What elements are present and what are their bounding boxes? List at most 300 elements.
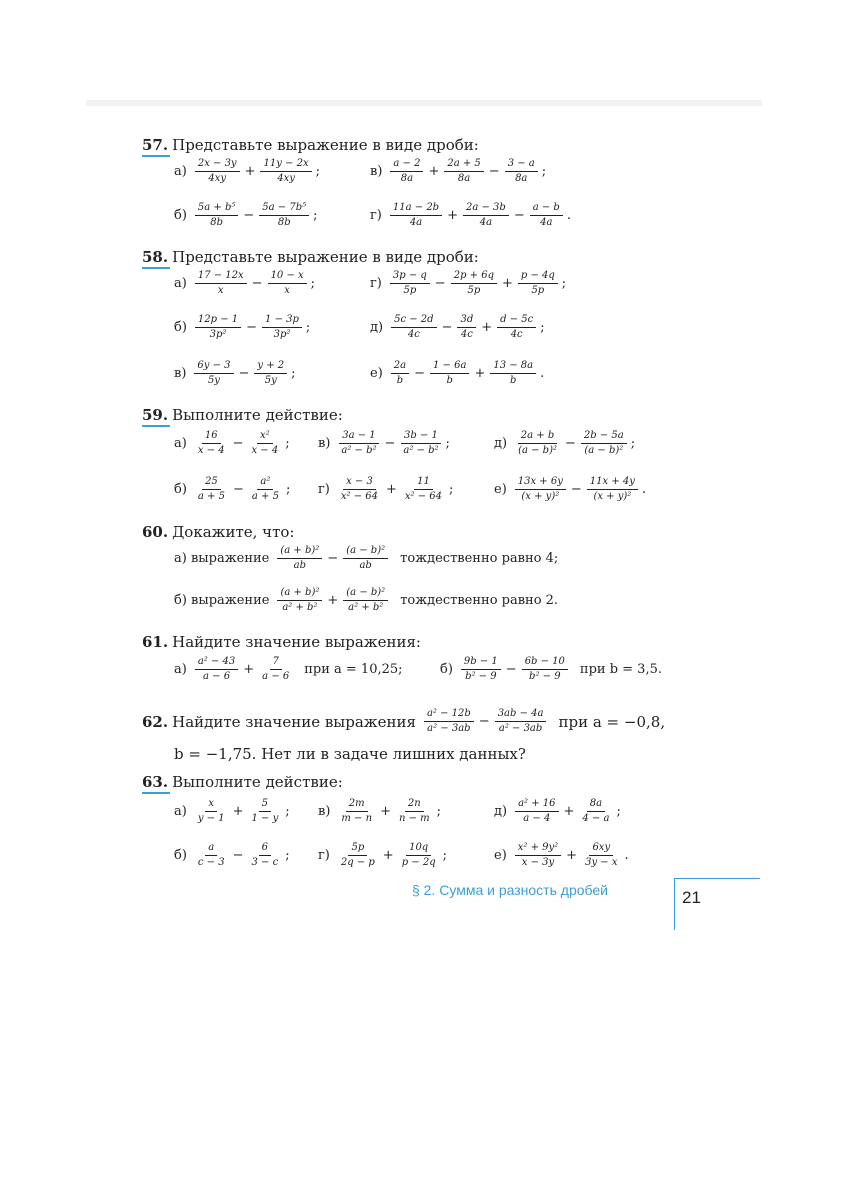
- exercise-title: Представьте выражение в виде дроби:: [172, 136, 479, 154]
- ex62-line2: b = −1,75. Нет ли в задаче лишних данных?: [174, 745, 526, 763]
- operator: −: [565, 436, 576, 451]
- operator: −: [327, 551, 339, 566]
- numerator: 16: [202, 430, 221, 444]
- numerator: 11x + 4y: [587, 476, 638, 490]
- ex59-a: [174, 430, 290, 457]
- fraction: [249, 476, 282, 503]
- item-label: в): [174, 366, 187, 381]
- item-label: е): [370, 366, 383, 381]
- denominator: 5p: [403, 285, 417, 296]
- numerator: 9b − 1: [461, 656, 501, 670]
- exercise-59-heading: [142, 403, 343, 427]
- numerator: 2n: [405, 798, 424, 812]
- numerator: 11y − 2x: [260, 158, 311, 172]
- ex60-b: [174, 587, 558, 614]
- operator: −: [246, 320, 258, 335]
- ex63-e: [494, 842, 629, 869]
- denominator: x² − 64: [340, 491, 378, 502]
- ex58-v: [174, 360, 296, 387]
- numerator: 10q: [406, 842, 431, 856]
- fraction: [259, 656, 292, 683]
- fraction: [463, 202, 509, 229]
- exercise-number: 58.: [142, 245, 168, 269]
- numerator: a − b: [530, 202, 563, 216]
- denominator: b² − 9: [465, 671, 497, 682]
- fraction: [195, 270, 247, 297]
- operator: −: [384, 436, 396, 451]
- denominator: x − 4: [251, 445, 279, 456]
- numerator: (a − b)²: [343, 545, 388, 559]
- punctuation: .: [641, 482, 647, 497]
- fraction: [262, 314, 302, 341]
- operator: −: [434, 276, 446, 291]
- numerator: x² + 9y²: [515, 842, 561, 856]
- exercise-title: Найдите значение выражения:: [172, 633, 421, 651]
- condition: тождественно равно 2.: [400, 593, 559, 608]
- exercise-number: 59.: [142, 403, 168, 427]
- denominator: b: [446, 375, 453, 386]
- fraction: [497, 314, 536, 341]
- exercise-60-heading: [142, 520, 294, 544]
- section-footer: § 2. Сумма и разность дробей: [412, 882, 608, 898]
- fraction: [338, 476, 381, 503]
- fraction: [400, 430, 441, 457]
- item-label: в): [318, 804, 331, 819]
- denominator: b: [510, 375, 517, 386]
- denominator: x: [284, 285, 290, 296]
- denominator: (a − b)²: [518, 445, 557, 456]
- fraction: [515, 430, 560, 457]
- numerator: 25: [202, 476, 221, 490]
- numerator: 6y − 3: [194, 360, 233, 374]
- ex59-g: [318, 476, 453, 503]
- numerator: 11a − 2b: [390, 202, 442, 216]
- denominator: a − 6: [203, 671, 231, 682]
- denominator: 2q − p: [340, 857, 375, 868]
- numerator: x²: [257, 430, 273, 444]
- numerator: 1 − 6a: [430, 360, 469, 374]
- fraction: [522, 656, 568, 683]
- denominator: c − 3: [197, 857, 225, 868]
- denominator: 3p²: [209, 329, 227, 340]
- item-label: д): [370, 320, 384, 335]
- fraction: [505, 158, 538, 185]
- denominator: a² − b²: [341, 445, 377, 456]
- ex57-b: [174, 202, 318, 229]
- denominator: ab: [293, 560, 307, 571]
- punctuation: ;: [291, 366, 296, 381]
- denominator: x − 3y: [521, 857, 555, 868]
- fraction: [399, 842, 439, 869]
- fraction: [195, 798, 228, 825]
- condition: при a = 10,25;: [304, 662, 403, 677]
- numerator: 12p − 1: [195, 314, 241, 328]
- footer-rule-vertical: [674, 878, 675, 930]
- operator: +: [380, 804, 391, 819]
- punctuation: ;: [630, 436, 636, 451]
- denominator: y − 1: [197, 813, 225, 824]
- fraction: [390, 158, 423, 185]
- ex58-b: [174, 314, 310, 341]
- denominator: (x + y)²: [593, 491, 632, 502]
- denominator: 8b: [277, 217, 291, 228]
- fraction: $\frac{3ab - 4a}{\text{a² − 3ab}}$: [495, 708, 547, 735]
- numerator: d − 5c: [497, 314, 536, 328]
- operator: +: [501, 276, 513, 291]
- denominator: 4a: [409, 217, 423, 228]
- punctuation: ;: [285, 804, 290, 819]
- operator: +: [566, 848, 578, 863]
- item-label: б) выражение: [174, 593, 270, 608]
- denominator: n − m: [398, 813, 430, 824]
- fraction: [195, 656, 238, 683]
- page-number: 21: [682, 888, 701, 907]
- fraction: [338, 842, 378, 869]
- numerator: (a + b)²: [277, 545, 322, 559]
- condition: при b = 3,5.: [579, 662, 662, 677]
- item-label: е): [494, 848, 507, 863]
- numerator: 3d: [457, 314, 476, 328]
- operator: −: [505, 662, 517, 677]
- item-label: г): [370, 208, 382, 223]
- exercise-title: Представьте выражение в виде дроби:: [172, 248, 479, 266]
- ex61-b: [440, 656, 662, 683]
- denominator: 5p: [531, 285, 545, 296]
- fraction: [515, 842, 561, 869]
- item-label: д): [494, 804, 508, 819]
- punctuation: .: [540, 366, 545, 381]
- item-label: б): [440, 662, 453, 677]
- numerator: 7: [270, 656, 282, 670]
- punctuation: ;: [436, 804, 442, 819]
- numerator: 3b − 1: [401, 430, 441, 444]
- operator: −: [232, 848, 244, 863]
- exercise-58-heading: [142, 245, 479, 269]
- fraction: [461, 656, 501, 683]
- fraction: [338, 798, 375, 825]
- denominator: a − 4: [523, 813, 551, 824]
- denominator: 4c: [510, 329, 523, 340]
- exercise-title: Выполните действие:: [172, 406, 343, 424]
- operator: +: [563, 804, 575, 819]
- numerator: a² − 43: [195, 656, 238, 670]
- denominator: x: [217, 285, 224, 296]
- fraction: [515, 476, 566, 503]
- fraction: [444, 158, 483, 185]
- numerator: a²: [257, 476, 273, 490]
- numerator: 3a − 1: [339, 430, 378, 444]
- operator: +: [244, 164, 256, 179]
- denominator: 8b: [210, 217, 224, 228]
- ex60-a: [174, 545, 558, 572]
- denominator: 4 − a: [582, 813, 610, 824]
- fraction: [249, 842, 282, 869]
- ex57-v: [370, 158, 546, 185]
- exercise-title: Выполните действие:: [172, 773, 343, 791]
- numerator: 11: [414, 476, 433, 490]
- exercise-number: 63.: [142, 770, 168, 794]
- fraction: [259, 202, 309, 229]
- denominator: x² − 64: [404, 491, 443, 502]
- denominator: 4a: [479, 217, 493, 228]
- fraction: [277, 545, 322, 572]
- numerator: 2p + 6q: [451, 270, 497, 284]
- denominator: 4c: [407, 329, 420, 340]
- operator: +: [474, 366, 486, 381]
- fraction: [396, 798, 433, 825]
- ex63-b: [174, 842, 290, 869]
- denominator: a + 5: [251, 491, 279, 502]
- fraction: [581, 430, 627, 457]
- fraction: [490, 360, 536, 387]
- fraction: [195, 842, 228, 869]
- denominator: b² − 9: [529, 671, 561, 682]
- denominator: 5y: [207, 375, 220, 386]
- numerator: 13 − 8a: [490, 360, 536, 374]
- numerator: 2m: [346, 798, 368, 812]
- numerator: x: [205, 798, 217, 812]
- punctuation: ;: [442, 848, 447, 863]
- item-label: г): [318, 848, 330, 863]
- numerator: 5p: [348, 842, 367, 856]
- denominator: a² + b²: [282, 602, 318, 613]
- numerator: 2b − 5a: [581, 430, 627, 444]
- operator: −: [238, 366, 250, 381]
- fraction: [579, 798, 612, 825]
- exercise-title: Найдите значение выражения: [172, 712, 416, 731]
- exercise-63-heading: [142, 770, 343, 794]
- numerator: 6xy: [589, 842, 613, 856]
- punctuation: ;: [285, 436, 290, 451]
- punctuation: ;: [305, 320, 311, 335]
- fraction: [587, 476, 638, 503]
- fraction: [390, 202, 442, 229]
- fraction: [391, 360, 409, 387]
- ex59-b: [174, 476, 290, 503]
- fraction: [338, 430, 379, 457]
- item-label: а): [174, 164, 187, 179]
- fraction: [343, 587, 388, 614]
- fraction: [254, 360, 287, 387]
- ex58-e: [370, 360, 544, 387]
- numerator: 2a: [391, 360, 409, 374]
- denominator: 4c: [460, 329, 473, 340]
- ex62: 62. Найдите значение выражения a² − 12b a² − 3ab − $\frac{3ab - 4a}{\text{a² − 3ab}}$ при a = −0,8,: [142, 708, 666, 734]
- punctuation: ;: [285, 848, 290, 863]
- denominator: 8a: [515, 173, 528, 184]
- item-label: а): [174, 804, 187, 819]
- punctuation: ;: [616, 804, 621, 819]
- exercise-number: 57.: [142, 133, 168, 157]
- fraction: [390, 270, 430, 297]
- operator: −: [513, 208, 525, 223]
- denominator: x − 4: [197, 445, 225, 456]
- numerator: 13x + 6y: [515, 476, 566, 490]
- ex59-v: [318, 430, 450, 457]
- item-label: б): [174, 208, 187, 223]
- numerator: (a + b)²: [277, 587, 322, 601]
- denominator: 1 − y: [251, 813, 279, 824]
- fraction: [515, 798, 558, 825]
- fraction: [248, 430, 281, 457]
- ex58-g: [370, 270, 566, 297]
- numerator: 5a + b⁵: [195, 202, 238, 216]
- punctuation: ;: [449, 482, 454, 497]
- item-label: а): [174, 276, 187, 291]
- numerator: 3 − a: [505, 158, 538, 172]
- numerator: 2a + 5: [444, 158, 483, 172]
- denominator: 3y − x: [585, 857, 618, 868]
- fraction: [343, 545, 388, 572]
- numerator: 6: [259, 842, 271, 856]
- punctuation: ;: [310, 276, 316, 291]
- fraction: [195, 314, 241, 341]
- ex57-g: [370, 202, 571, 229]
- denominator: 5y: [264, 375, 277, 386]
- operator: +: [481, 320, 493, 335]
- item-label: а): [174, 436, 187, 451]
- numerator: 3p − q: [390, 270, 430, 284]
- item-label: б): [174, 320, 187, 335]
- denominator: a² − b²: [403, 445, 439, 456]
- denominator: ab: [359, 560, 372, 571]
- exercise-number: 62.: [142, 712, 169, 731]
- item-label: г): [370, 276, 382, 291]
- fraction: [195, 430, 228, 457]
- operator: −: [441, 320, 453, 335]
- ex58-a: [174, 270, 315, 297]
- denominator: 8a: [400, 173, 414, 184]
- denominator: 5p: [467, 285, 481, 296]
- item-label: д): [494, 436, 508, 451]
- ex63-g: [318, 842, 447, 869]
- fraction: [195, 202, 238, 229]
- item-label: в): [370, 164, 383, 179]
- punctuation: ;: [445, 436, 450, 451]
- denominator: 4a: [540, 217, 553, 228]
- item-label: а) выражение: [174, 551, 270, 566]
- numerator: 2x − 3y: [195, 158, 240, 172]
- punctuation: ;: [541, 164, 547, 179]
- operator: +: [382, 848, 394, 863]
- operator: +: [232, 804, 244, 819]
- denominator: m − n: [341, 813, 373, 824]
- fraction: [430, 360, 469, 387]
- top-divider: [86, 100, 762, 106]
- ex59-e: [494, 476, 646, 503]
- denominator: p − 2q: [401, 857, 436, 868]
- operator: +: [327, 593, 339, 608]
- ex63-a: [174, 798, 290, 825]
- numerator: 17 − 12x: [195, 270, 247, 284]
- fraction: a² − 12b a² − 3ab: [424, 708, 474, 735]
- exercise-57-heading: [142, 133, 479, 157]
- operator: −: [251, 276, 263, 291]
- exercise-61-heading: [142, 630, 421, 654]
- denominator: 8a: [457, 173, 471, 184]
- operator: +: [428, 164, 440, 179]
- punctuation: .: [566, 208, 571, 223]
- footer-rule: [674, 878, 760, 879]
- numerator: 1 − 3p: [262, 314, 302, 328]
- punctuation: ;: [540, 320, 545, 335]
- fraction: [457, 314, 476, 341]
- operator: −: [243, 208, 255, 223]
- numerator: y + 2: [254, 360, 287, 374]
- operator: +: [243, 662, 255, 677]
- fraction: [530, 202, 563, 229]
- numerator: 6b − 10: [522, 656, 568, 670]
- numerator: x − 3: [343, 476, 376, 490]
- punctuation: ;: [313, 208, 318, 223]
- ex58-d: [370, 314, 545, 341]
- denominator: 4xy: [277, 173, 295, 184]
- fraction: [248, 798, 281, 825]
- fraction: [268, 270, 307, 297]
- fraction: [518, 270, 558, 297]
- fraction: [582, 842, 620, 869]
- ex63-d: [494, 798, 621, 825]
- fraction: [195, 158, 240, 185]
- ex63-v: [318, 798, 441, 825]
- denominator: 4xy: [208, 173, 227, 184]
- item-label: е): [494, 482, 507, 497]
- fraction: [402, 476, 445, 503]
- operator: +: [386, 482, 397, 497]
- denominator: a + 5: [197, 491, 225, 502]
- numerator: a − 2: [390, 158, 423, 172]
- denominator: 3 − c: [251, 857, 279, 868]
- condition: тождественно равно 4;: [400, 551, 559, 566]
- numerator: 8a: [587, 798, 605, 812]
- operator: −: [414, 366, 425, 381]
- denominator: a² + b²: [348, 602, 384, 613]
- punctuation: .: [624, 848, 629, 863]
- exercise-title: Докажите, что:: [172, 523, 295, 541]
- numerator: p − 4q: [518, 270, 558, 284]
- operator: −: [232, 436, 244, 451]
- numerator: 5c − 2d: [391, 314, 436, 328]
- item-label: в): [318, 436, 331, 451]
- denominator: a − 6: [262, 671, 290, 682]
- operator: −: [232, 482, 244, 497]
- punctuation: ;: [315, 164, 320, 179]
- operator: +: [447, 208, 458, 223]
- numerator: 10 − x: [268, 270, 307, 284]
- condition: при a = −0,8,: [558, 712, 666, 731]
- operator: −: [488, 164, 500, 179]
- item-label: б): [174, 848, 187, 863]
- item-label: а): [174, 662, 187, 677]
- ex61-a: [174, 656, 403, 683]
- exercise-number: 61.: [142, 633, 169, 651]
- denominator: b: [396, 375, 404, 386]
- denominator: (x + y)²: [521, 491, 560, 502]
- fraction: [194, 360, 233, 387]
- item-label: б): [174, 482, 187, 497]
- ex57-a: [174, 158, 320, 185]
- fraction: [277, 587, 322, 614]
- numerator: 2a + b: [518, 430, 557, 444]
- numerator: 5: [259, 798, 271, 812]
- fraction: [260, 158, 311, 185]
- operator: −: [570, 482, 582, 497]
- punctuation: ;: [561, 276, 567, 291]
- fraction: [391, 314, 436, 341]
- denominator: (a − b)²: [584, 445, 624, 456]
- denominator: 3p²: [273, 329, 291, 340]
- numerator: 2a − 3b: [463, 202, 509, 216]
